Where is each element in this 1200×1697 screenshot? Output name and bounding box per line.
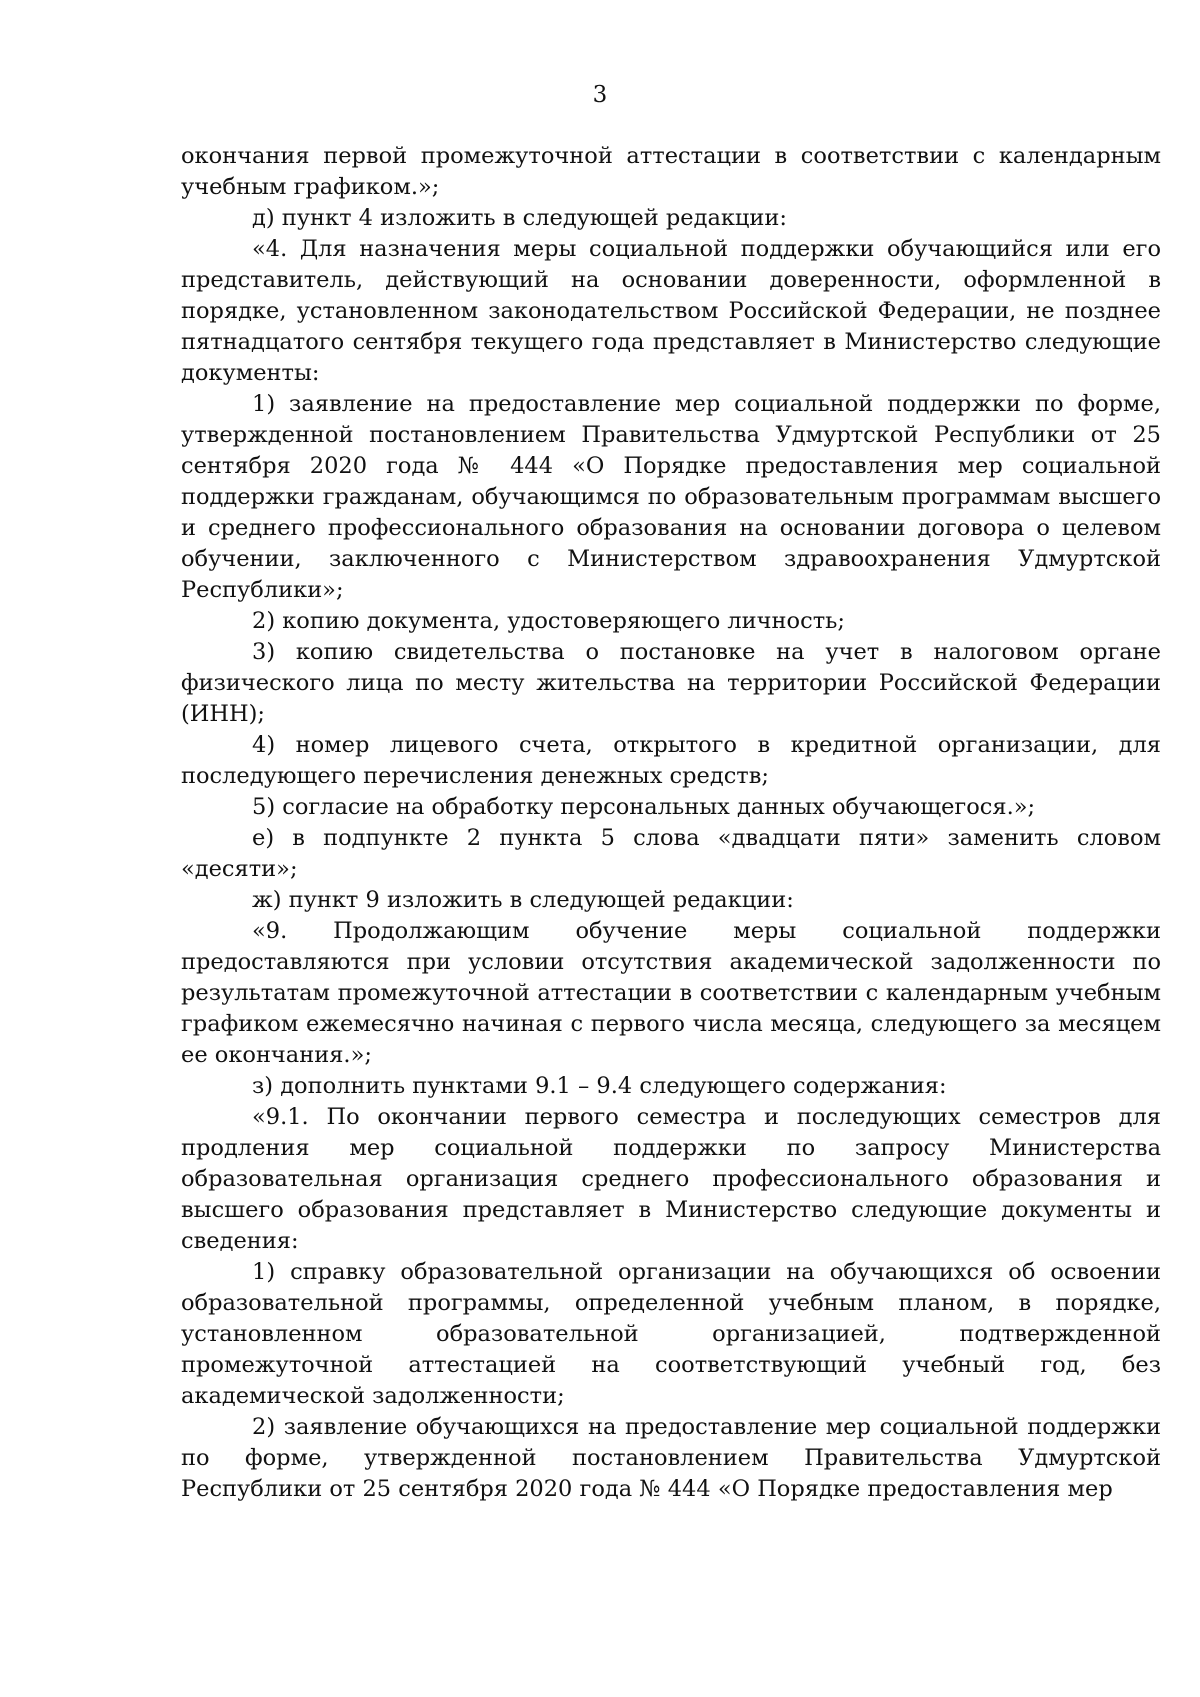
paragraph-subitem-1: 1) заявление на предоставление мер социальной поддержки по форме, утвержденной постановлением Правительства Удмуртской Республики от 25 сентября 2020 года № 444 «О Порядке предоставления мер социальной поддержки гражданам, обучающимся по образовательным программам высшего и среднего профессионального образования на основании договора о целевом обучении, заключенного с Министерством здравоохранения Удмуртской Республики»;: [181, 391, 1161, 603]
paragraph-item-zh: ж) пункт 9 изложить в следующей редакции:: [252, 887, 794, 913]
paragraph-subitem-3: 3) копию свидетельства о постановке на учет в налоговом органе физического лица по месту жительства на территории Российской Федерации (ИНН);: [181, 639, 1161, 727]
paragraph-item-e: е) в подпункте 2 пункта 5 слова «двадцати пяти» заменить словом «десяти»;: [181, 825, 1161, 882]
paragraph-item-z: з) дополнить пунктами 9.1 – 9.4 следующего содержания:: [252, 1073, 947, 1099]
paragraph-clause-4: «4. Для назначения меры социальной поддержки обучающийся или его представитель, действующий на основании доверенности, оформленной в порядке, установленном законодательством Российской Федерации, не позднее пятнадцатого сентября текущего года представляет в Министерство следующие документы:: [181, 236, 1161, 386]
page-number: 3: [592, 82, 608, 108]
paragraph-9-1-subitem-2: 2) заявление обучающихся на предоставление мер социальной поддержки по форме, утвержденной постановлением Правительства Удмуртской Республики от 25 сентября 2020 года № 444 «О Порядке предоставления мер: [181, 1414, 1161, 1502]
document-body: [181, 141, 1161, 1505]
paragraph-subitem-5: 5) согласие на обработку персональных данных обучающегося.»;: [252, 794, 1036, 820]
paragraph-item-d: д) пункт 4 изложить в следующей редакции:: [252, 205, 787, 231]
paragraph-subitem-2: 2) копию документа, удостоверяющего личность;: [252, 608, 845, 634]
paragraph-subitem-4: 4) номер лицевого счета, открытого в кредитной организации, для последующего перечисления денежных средств;: [181, 732, 1161, 789]
paragraph-9-1-subitem-1: 1) справку образовательной организации на обучающихся об освоении образовательной программы, определенной учебным планом, в порядке, установленном образовательной организацией, подтвержденной промежуточной аттестацией на соответствующий учебный год, без академической задолженности;: [181, 1259, 1161, 1409]
paragraph-clause-9: «9. Продолжающим обучение меры социальной поддержки предоставляются при условии отсутствия академической задолженности по результатам промежуточной аттестации в соответствии с календарным учебным графиком ежемесячно начиная с первого числа месяца, следующего за месяцем ее окончания.»;: [181, 918, 1161, 1068]
paragraph-continuation: окончания первой промежуточной аттестации в соответствии с календарным учебным графиком.»;: [181, 143, 1161, 200]
paragraph-clause-9-1: «9.1. По окончании первого семестра и последующих семестров для продления мер социальной поддержки по запросу Министерства образовательная организация среднего профессионального образования и высшего образования представляет в Министерство следующие документы и сведения:: [181, 1104, 1161, 1254]
